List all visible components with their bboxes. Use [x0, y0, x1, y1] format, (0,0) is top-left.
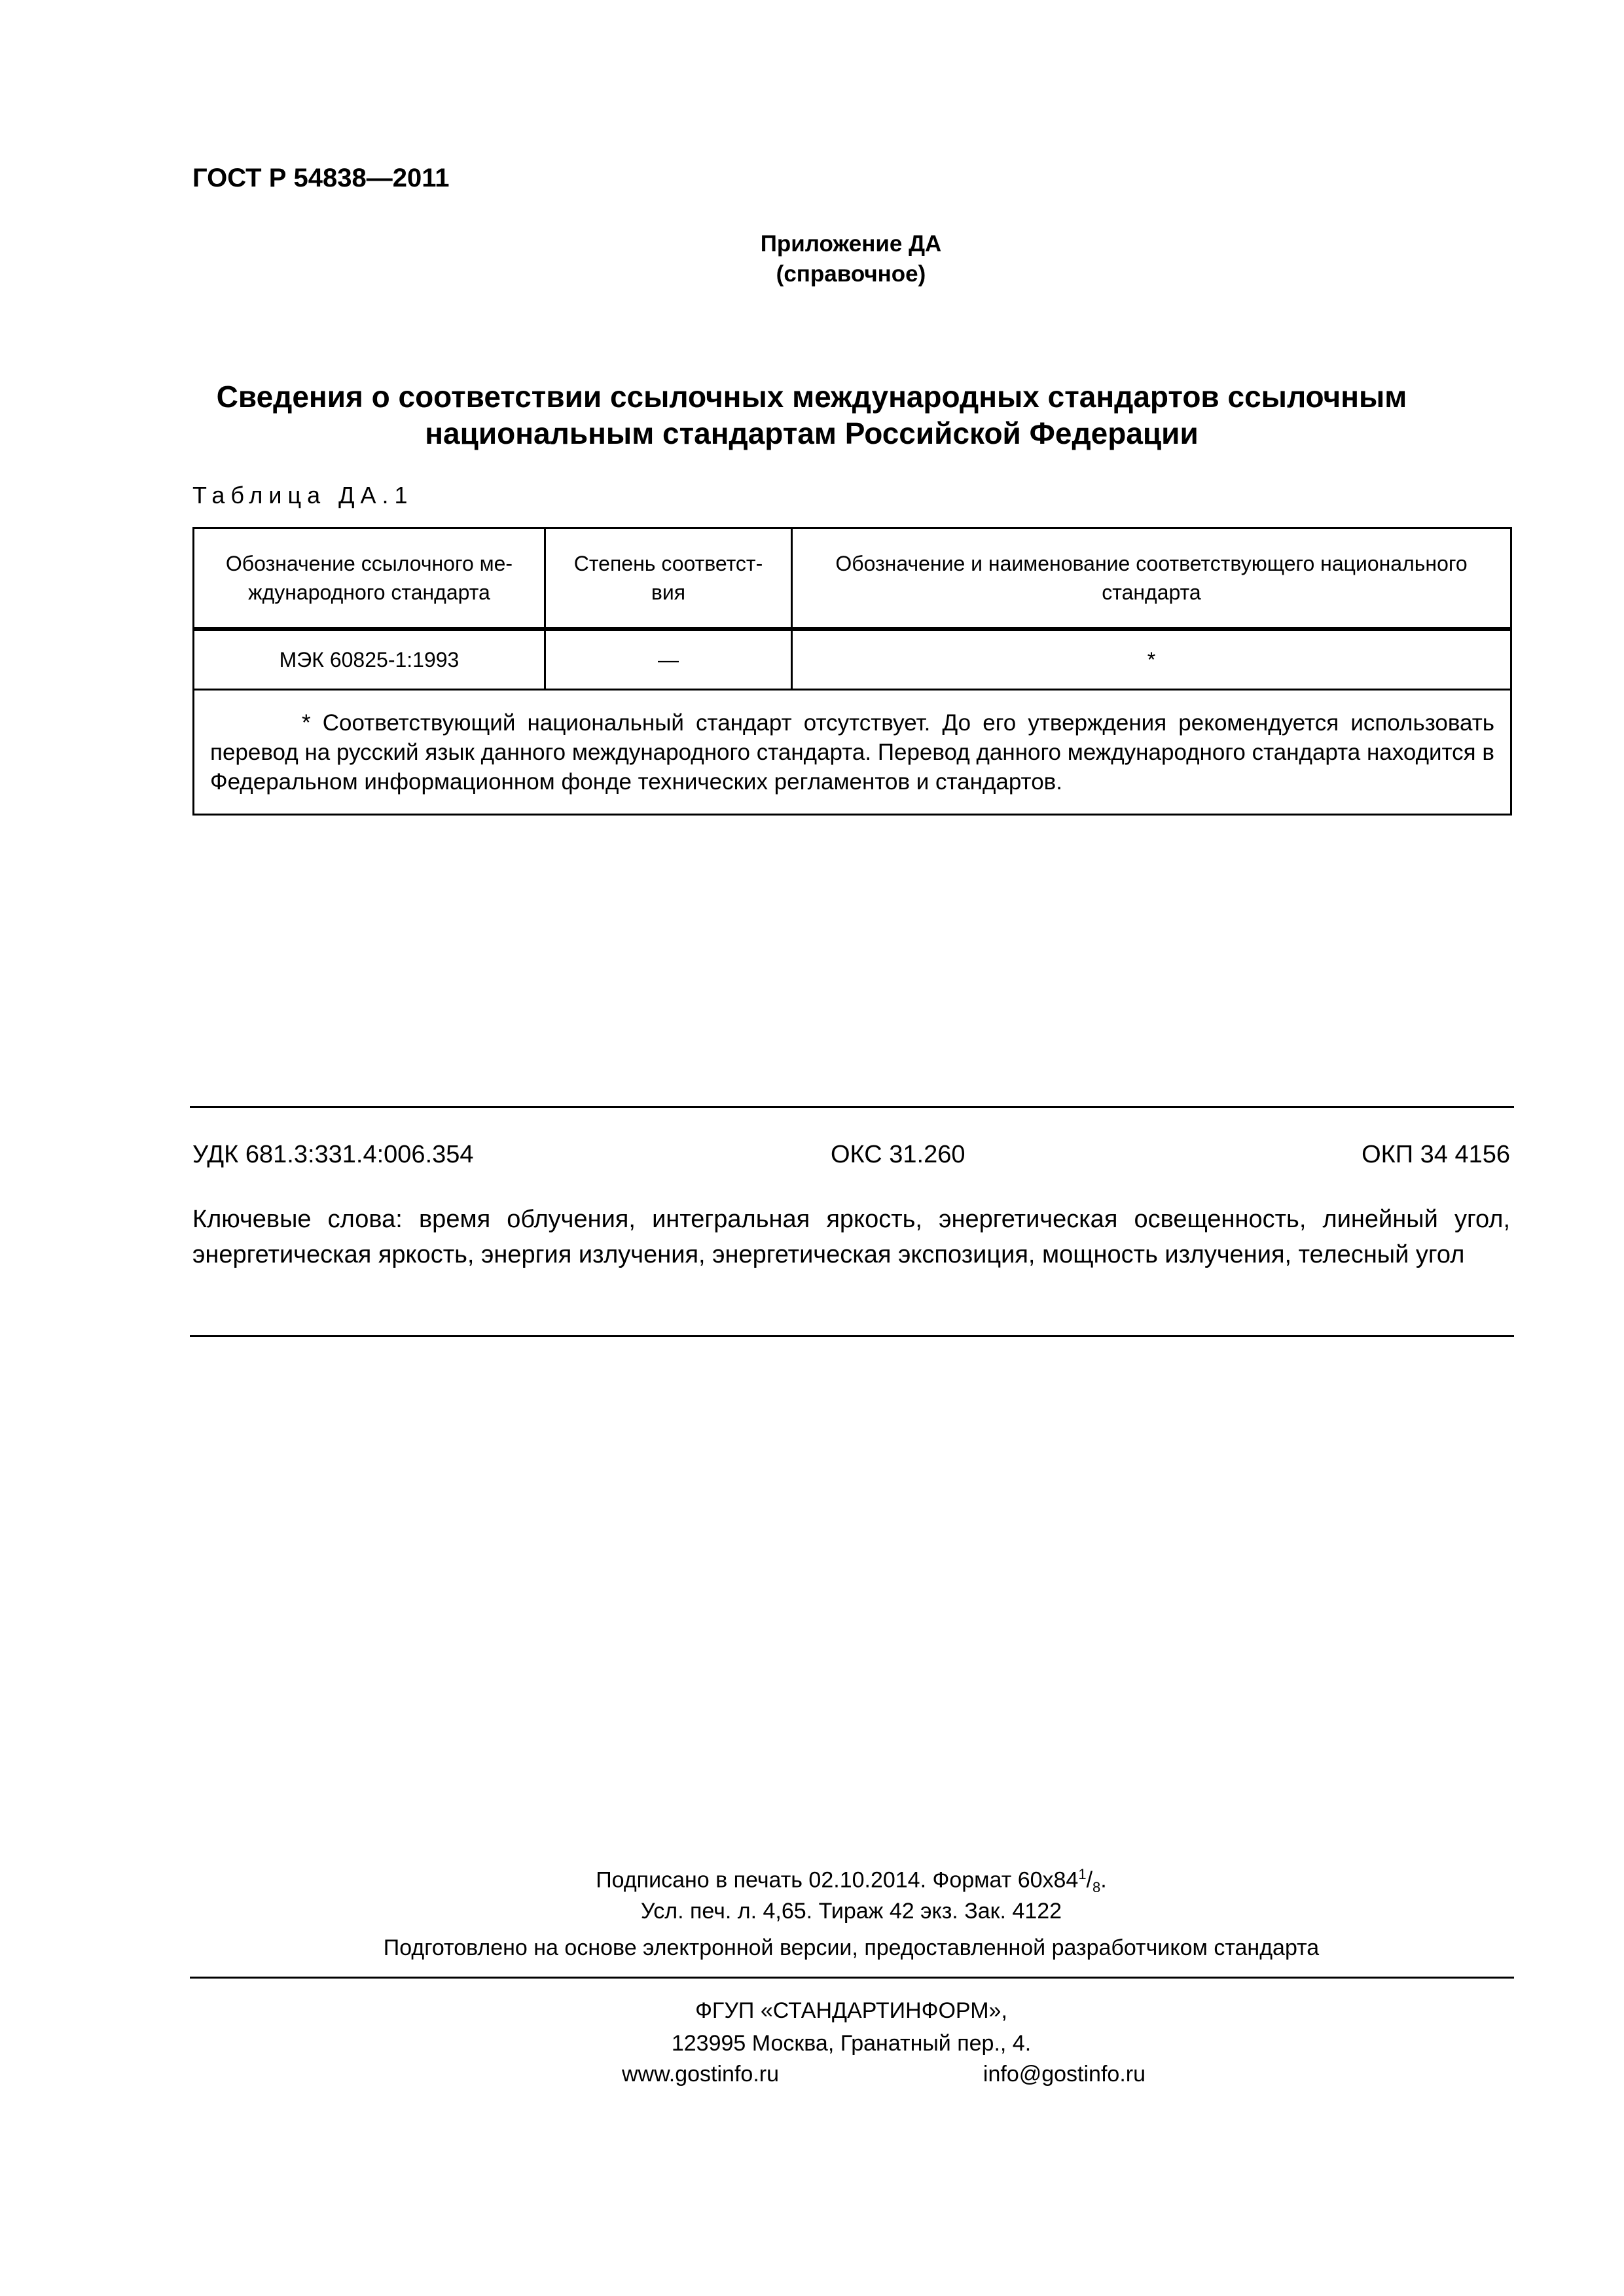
table-cell: МЭК 60825-1:1993 [194, 629, 545, 690]
divider [190, 1106, 1514, 1108]
prepared-note: Подготовлено на основе электронной версии, предоставленной разработчиком стандарта [383, 1935, 1320, 1960]
format-fraction-denominator: 8 [1092, 1879, 1101, 1896]
appendix-title: Приложение ДА [760, 231, 942, 257]
table-header-cell: Обозначение и наименование соответствующего национального стандарта [792, 528, 1511, 630]
appendix-kind: (справочное) [776, 261, 926, 287]
table-note-cell [194, 690, 1511, 815]
signed-prefix: Подписано в печать 02.10.2014. Формат 60х84 [596, 1867, 1079, 1893]
format-fraction-numerator: 1 [1078, 1866, 1087, 1882]
table-row [194, 629, 1511, 690]
document-code: ГОСТ Р 54838—2011 [192, 164, 450, 192]
table-header-cell: Степень соответст-вия [545, 528, 792, 630]
website-link[interactable]: www.gostinfo.ru [622, 2062, 779, 2087]
publisher-address: 123995 Москва, Гранатный пер., 4. [671, 2031, 1032, 2056]
email-link[interactable]: info@gostinfo.ru [983, 2062, 1146, 2087]
udk-code: УДК 681.3:331.4:006.354 [192, 1141, 474, 1168]
divider [190, 1335, 1514, 1337]
table-caption: Таблица ДА.1 [192, 482, 414, 509]
divider [190, 1977, 1514, 1979]
oks-code: ОКС 31.260 [831, 1141, 965, 1168]
table-note: * Соответствующий национальный стандарт отсутствует. До его утверждения рекомендуется использовать перевод на русский язык данного международного стандарта. Перевод данного международного стандарта находится в Федеральном информационном фонде технических регламентов и стандартов. [210, 709, 1494, 795]
publisher-name: ФГУП «СТАНДАРТИНФОРМ», [695, 1998, 1007, 2023]
section-title-line-1: Сведения о соответствии ссылочных международных стандартов ссылочным [216, 380, 1407, 414]
keywords: Ключевые слова: время облучения, интегральная яркость, энергетическая освещенность, линейный угол, энергетическая яркость, энергия излучения, энергетическая экспозиция, мощность излучения, телесный угол [192, 1206, 1510, 1268]
signed-suffix: . [1100, 1867, 1107, 1893]
table-cell: * [792, 629, 1511, 690]
publisher-contacts [622, 2062, 1146, 2090]
table-note-row [194, 690, 1511, 815]
print-info: Усл. печ. л. 4,65. Тираж 42 экз. Зак. 4122 [640, 1899, 1062, 1924]
signed-to-print: Подписано в печать 02.10.2014. Формат $60х84^1/_8$. [596, 1866, 1107, 1896]
table-header-cell: Обозначение ссылочного ме-ждународного стандарта [194, 528, 545, 630]
classification-row [192, 1141, 1510, 1171]
okp-code: ОКП 34 4156 [1362, 1141, 1510, 1168]
correspondence-table [192, 527, 1512, 816]
table-header-row [194, 528, 1511, 630]
table-cell: — [545, 629, 792, 690]
section-title-line-2: национальным стандартам Российской Федерации [425, 416, 1199, 450]
